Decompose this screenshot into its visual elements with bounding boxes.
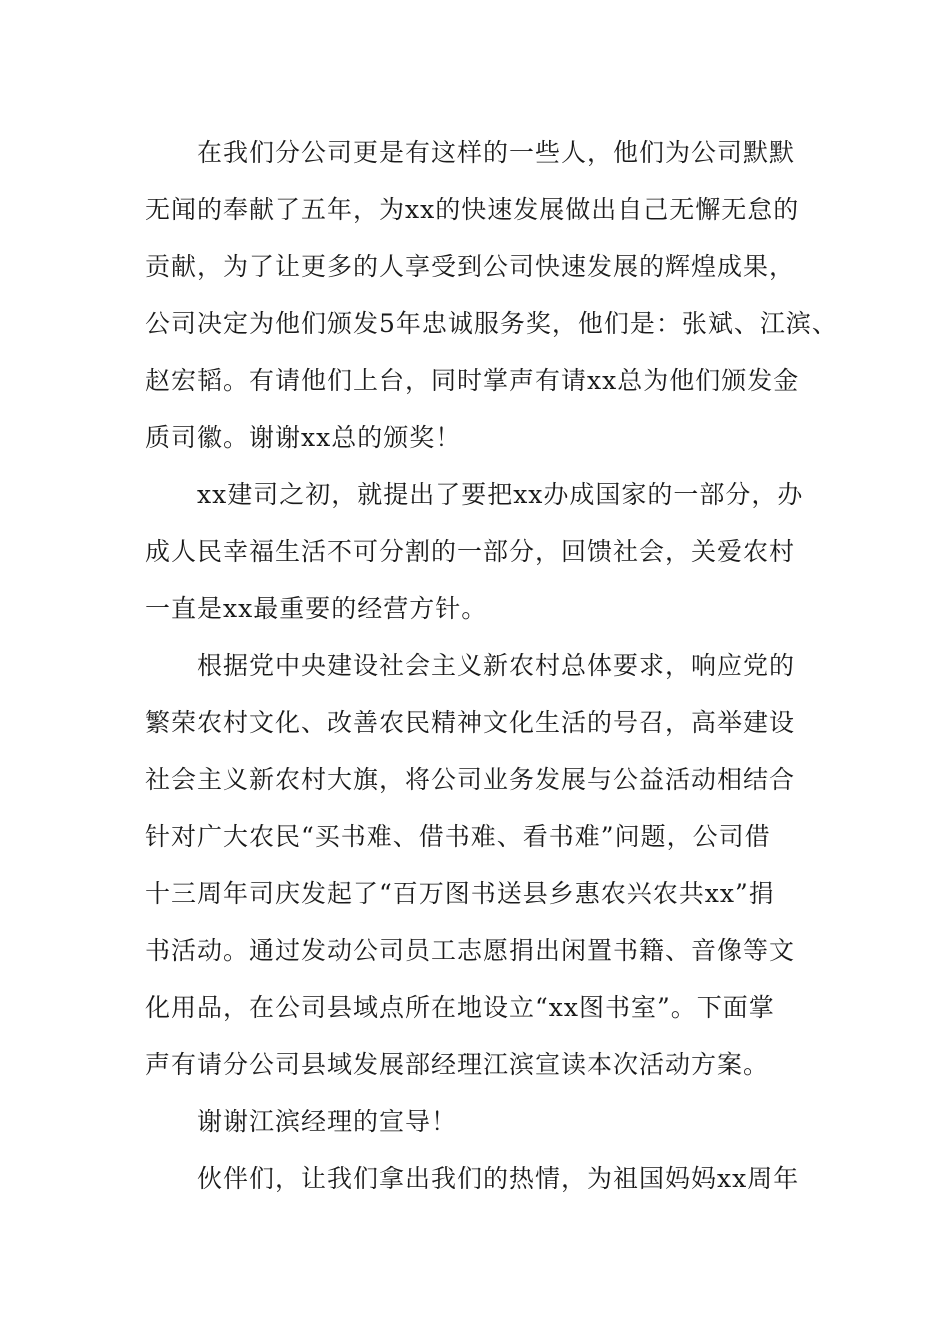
text-line: 书活动。通过发动公司员工志愿捐出闲置书籍、音像等文 <box>145 936 796 965</box>
text-line: 伙伴们，让我们拿出我们的热情，为祖国妈妈xx周年 <box>197 1164 800 1193</box>
paragraph-book-donation <box>145 637 825 1093</box>
text-line: 声有请分公司县域发展部经理江滨宣读本次活动方案。 <box>145 1050 770 1079</box>
text-line: 化用品，在公司县域点所在地设立“xx图书室”。下面掌 <box>145 993 775 1022</box>
text-line: 针对广大农民“买书难、借书难、看书难”问题，公司借 <box>145 822 771 851</box>
paragraph-founding <box>145 466 825 637</box>
paragraph-thanks <box>145 1093 825 1150</box>
text-line: 十三周年司庆发起了“百万图书送县乡惠农兴农共xx”捐 <box>145 879 775 908</box>
text-line: 根据党中央建设社会主义新农村总体要求，响应党的 <box>197 651 796 680</box>
text-line: 无闻的奉献了五年，为xx的快速发展做出自己无懈无怠的 <box>145 195 800 224</box>
text-line: 赵宏韬。有请他们上台，同时掌声有请xx总为他们颁发金 <box>145 366 800 395</box>
text-line: 一直是xx最重要的经营方针。 <box>145 594 488 623</box>
text-line: 繁荣农村文化、改善农民精神文化生活的号召，高举建设 <box>145 708 796 737</box>
text-line: 在我们分公司更是有这样的一些人，他们为公司默默 <box>197 138 796 167</box>
text-line: 质司徽。谢谢xx总的颁奖！ <box>145 423 462 452</box>
paragraph-closing <box>145 1150 825 1207</box>
paragraph-award <box>145 124 838 466</box>
text-line: 公司决定为他们颁发5年忠诚服务奖，他们是：张斌、江滨、 <box>145 309 838 338</box>
text-line: xx建司之初，就提出了要把xx办成国家的一部分，办 <box>197 480 804 509</box>
text-line: 谢谢江滨经理的宣导！ <box>197 1107 458 1136</box>
text-line: 成人民幸福生活不可分割的一部分，回馈社会，关爱农村 <box>145 537 796 566</box>
text-line: 贡献，为了让更多的人享受到公司快速发展的辉煌成果， <box>145 252 796 281</box>
text-line: 社会主义新农村大旗，将公司业务发展与公益活动相结合 <box>145 765 796 794</box>
